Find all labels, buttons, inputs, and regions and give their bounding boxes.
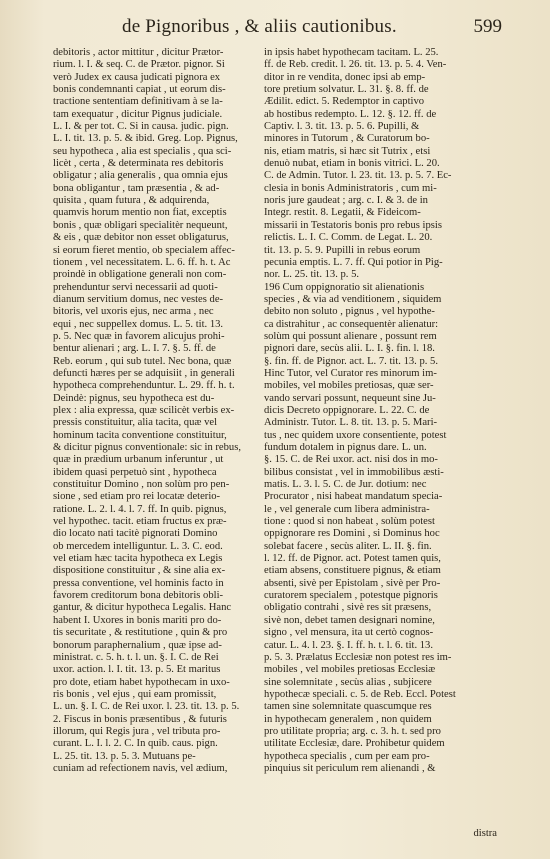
text-line: pignori dare, secùs alii. L. I. §. fin. l. 18. (264, 343, 435, 355)
text-line: dispositione constituitur , & sine alia ex- (53, 565, 226, 577)
text-line: §. 15. C. de Rei uxor. act. nisi dos in mo- (264, 454, 438, 466)
text-line: tamen sine solemnitate quascumque res (264, 701, 432, 713)
text-line: nis, etiam matris, si hæc sit Tutrix , etsi (264, 145, 431, 157)
text-line: gantur, & dicitur hypotheca Legalis. Hanc (53, 602, 232, 614)
text-line: nor. L. 25. tit. 13. p. 5. (264, 269, 360, 281)
text-line: quisita , quam futura , & adquirenda, (53, 195, 210, 207)
text-line: debito non soluto , pignus , vel hypothe- (264, 306, 435, 318)
text-line: pressis constituitur, alia tacita, quæ vel (53, 417, 218, 429)
text-line: mobiles , vel mobiles pretiosas Ecclesiæ (264, 664, 436, 676)
text-line: sione , sed etiam pro rei locatæ deterio- (53, 491, 221, 503)
text-line: bonis condemnanti capiat , ut eorum dis- (53, 84, 226, 96)
text-line: tractione sententiam definitivam à se la- (53, 96, 223, 108)
text-line: pinquius sit periculum rem alienandi , & (264, 762, 436, 774)
text-line: utilitate Ecclesiæ, dare. Prohibetur quidem (264, 738, 445, 750)
text-line: Hinc Tutor, vel Curator res minorum im- (264, 367, 437, 379)
text-line: hypotheca specialis , cum per eam pro- (264, 750, 430, 762)
text-line: species , & via ad venditionem , siquidem (264, 293, 442, 305)
text-line: clesia in bonis Administratoris , cum mi- (264, 182, 437, 194)
text-line: L. I. tit. 13. p. 5. & ibid. Greg. Lop. Pignus, (53, 133, 238, 145)
text-line: uxor. action. l. I. tit. 13. p. 5. Et maritus (53, 664, 221, 676)
text-line: minores in Tutorum , & Curatorum bo- (264, 133, 430, 145)
text-line: tore pretium solvatur. L. 31. §. 8. ff. de (264, 84, 429, 96)
text-line: ditor in re vendita, donec ipsi ab emp- (264, 71, 426, 83)
text-line: mobiles, vel mobiles pretiosas, quæ ser- (264, 380, 434, 392)
text-line: bitoris, vel uxoris ejus, nec arma , nec (53, 306, 214, 318)
text-line: Ædilit. edict. 5. Redemptor in captivo (264, 96, 425, 108)
text-line: equi , nec suppellex domus. L. 5. tit. 13. (53, 318, 224, 330)
text-line: tionem , vel necessitatem. L. 6. ff. h. t. Ac (53, 256, 231, 268)
text-line: quæ in prædium urbanum inferuntur , ut (53, 454, 224, 466)
text-line: Reb. eorum , qui sub tutel. Nec bona, quæ (53, 355, 232, 367)
text-line: prehenduntur servi necessarii ad quoti- (53, 281, 218, 293)
text-line: tione : quod si non habeat , solùm potest (264, 516, 435, 528)
text-line: vando servari possunt, nequeunt sine Ju- (264, 392, 436, 404)
text-line: ibidem quasi perpetuò sint , hypotheca (53, 466, 217, 478)
text-line: catur. L. 4. l. 23. §. I. ff. h. t. l. 6. tit. 13. (264, 639, 433, 651)
text-line: tus , nec quidem uxore consentiente, potest (264, 429, 447, 441)
text-line: Deindè: pignus, seu hypotheca est du- (53, 392, 215, 404)
text-line: signo , vel mensura, ita ut certò cognos- (264, 627, 434, 639)
text-line: bonorum paraphernalium , quæ ipse ad- (53, 639, 222, 651)
text-line: bentur alienari ; arg. L. I. 7. §. 5. ff. de (53, 343, 216, 355)
text-line: favorem creditorum bona debitoris obli- (53, 590, 224, 602)
text-line: Procurator , nisi habeat mandatum specia- (264, 491, 443, 503)
text-line: illorum, qui Regis jura , vel tributa pro- (53, 725, 221, 737)
text-line: bona obligantur , tam præsentia , & ad- (53, 182, 220, 194)
text-line: dianum servitium domus, nec vestes de- (53, 293, 224, 305)
text-line: hominum tacita conventione constituitur, (53, 429, 227, 441)
text-line: verò Judex ex causa judicati pignora ex (53, 71, 221, 83)
text-line: defuncti hæres per se adquisiit , in generali (53, 367, 235, 379)
text-line: & eis , quæ debitor non esset obligaturus, (53, 232, 229, 244)
text-line: dicis Decreto oppignorare. L. 22. C. de (264, 404, 430, 416)
text-line: 2. Fiscus in bonis præsentibus , & futuris (53, 713, 227, 725)
text-line: pro dote, etiam habet hypothecam in uxo- (53, 676, 230, 688)
text-line: missarii in Testatoris bonis pro rebus ipsis (264, 219, 442, 231)
text-line: oppignorare res Domini , si Dominus hoc (264, 528, 440, 540)
text-line: 196 Cum oppignoratio sit alienationis (264, 281, 425, 293)
text-line: ca distrahitur , ac consequentèr alienatur: (264, 318, 439, 330)
text-line: etiam absens, constituere pignus, & etiam (264, 565, 441, 577)
text-line: bilibus consistat , vel in immobilibus æsti- (264, 466, 444, 478)
text-line: seu hypotheca , alia est specialis , qua sci- (53, 145, 232, 157)
text-line: p. 5. Nec quæ in favorem alicujus prohi- (53, 330, 225, 342)
text-line: L. 25. tit. 13. p. 5. 3. Mutuans pe- (53, 750, 196, 762)
text-line: sivè non, debet tamen designari nomine, (264, 614, 435, 626)
text-line: L. I. & per tot. C. Si in causa. judic. pign. (53, 121, 229, 133)
text-line: debitoris , actor mittitur , dicitur Prætor- (53, 47, 224, 58)
left-text-column (53, 47, 288, 775)
text-line: matis. L. 3. l. 5. C. de Jur. dotium: nec (264, 479, 427, 491)
text-line: hypothecæ speciali. c. 5. de Reb. Eccl. Potest (264, 688, 456, 700)
text-line: sine solemnitate , secùs alias , subjicere (264, 676, 432, 688)
text-line: obligatio contrahi , sivè res sit præsens, (264, 602, 432, 614)
page-number: 599 (473, 16, 502, 37)
text-line: cuniam ad refectionem navis, vel ædium, (53, 762, 228, 774)
text-line: Administr. Tutor. L. 8. tit. 13. p. 5. Mari- (264, 417, 438, 429)
text-line: ff. de Reb. credit. l. 26. tit. 13. p. 5. 4. Ven- (264, 59, 447, 71)
text-line: in ipsis habet hypothecam tacitam. L. 25. (264, 47, 439, 58)
text-line: hypotheca comprehenduntur. L. 29. ff. h. t. (53, 380, 235, 392)
text-line: & dicitur pignus conventionale: sic in rebus, (53, 442, 242, 453)
text-line: pressa conventione, vel hominis facto in (53, 577, 224, 589)
text-line: constituitur Domino , non solùm pro pen- (53, 479, 230, 491)
text-line: pecunia emptis. L. 7. ff. Qui potior in Pig- (264, 256, 443, 268)
text-line: denuò nubat, etiam in bonis vitrici. L. 20. (264, 158, 440, 170)
text-line: ratione. L. 2. l. 4. l. 7. ff. In quib. pignus, (53, 503, 227, 515)
page-header (0, 14, 550, 40)
text-line: tam exequatur , dicitur Pignus judiciale. (53, 108, 223, 120)
text-line: curatorem specialem , potestque pignoris (264, 590, 438, 602)
text-line: l. 12. ff. de Pignor. act. Potest tamen quis, (264, 553, 441, 565)
text-line: relictis. L. I. C. Comm. de Legat. L. 20. (264, 232, 433, 244)
text-line: ab hostibus redempto. L. 12. §. 12. ff. de (264, 108, 437, 120)
text-line: dio locato nati tacitè pignorati Domino (53, 528, 218, 540)
text-line: bonis , quæ obligari specialitèr nequeunt, (53, 219, 228, 231)
text-line: habent I. Uxores in bonis mariti pro do- (53, 614, 222, 626)
text-line: proindè in obligatione generali non com- (53, 269, 227, 281)
text-line: noris jure gaudeat ; arg. c. I. & 3. de in (264, 195, 428, 207)
text-line: ob mercedem intelliguntur. L. 3. C. eod. (53, 540, 223, 552)
text-line: Integr. restit. 8. Legatii, & Fideicom- (264, 207, 421, 219)
text-line: ris bonis , vel ejus , qui eam promissit, (53, 688, 217, 700)
catchword: distra (473, 828, 497, 839)
text-line: quamvis horum mentio non fiat, exceptis (53, 207, 227, 219)
text-line: plex : alia expressa, quæ scilicèt verbis ex- (53, 404, 235, 416)
text-line: licèt , certa , & determinata res debitoris (53, 158, 224, 170)
text-line: §. fin. ff. de Pignor. act. L. 7. tit. 13. p. 5. (264, 355, 438, 367)
text-line: ministrat. c. 5. h. t. l. un. §. I. C. de Rei (53, 651, 219, 663)
text-line: le , vel generale cum libera administra- (264, 503, 430, 515)
text-line: obligatur ; alia generalis , qua omnia ejus (53, 170, 228, 182)
text-line: absenti, sivè per Epistolam , sivè per Pro- (264, 577, 441, 589)
text-line: Captiv. l. 3. tit. 13. p. 5. 6. Pupilli, & (264, 121, 420, 133)
text-line: pro utilitate propria; arg. c. 3. h. t. sed pro (264, 725, 441, 737)
text-line: rium. l. I. & seq. C. de Prætor. pignor. Si (53, 59, 225, 71)
text-line: solebat facere , secùs aliter. L. II. §. fin. (264, 540, 432, 552)
text-line: si eorum fieret mentio, ob specialem affec- (53, 244, 235, 256)
right-text-column (264, 47, 499, 775)
text-line: p. 5. 3. Prælatus Ecclesiæ non potest res im- (264, 651, 452, 663)
text-line: fundum dotalem in pignus dare. L. un. (264, 442, 427, 453)
text-line: in hypothecam generalem , non quidem (264, 713, 432, 725)
text-line: L. un. §. I. C. de Rei uxor. l. 23. tit. 13. p. 5. (53, 701, 240, 713)
text-line: C. de Admin. Tutor. l. 23. tit. 13. p. 5. 7. Ec- (264, 170, 452, 182)
text-line: solùm qui possunt alienare , possunt rem (264, 330, 437, 342)
text-line: vel etiam hæc tacita hypotheca ex Legis (53, 553, 223, 565)
running-title: de Pignoribus , & aliis cautionibus. (122, 16, 397, 37)
text-line: tit. 13. p. 5. 9. Pupilli in rebus eorum (264, 244, 421, 256)
text-line: curant. L. I. l. 2. C. In quib. caus. pign. (53, 738, 218, 750)
text-line: tis securitate , & restitutione , quin & pro (53, 627, 228, 639)
text-line: vel hypothec. tacit. etiam fructus ex præ- (53, 516, 227, 528)
